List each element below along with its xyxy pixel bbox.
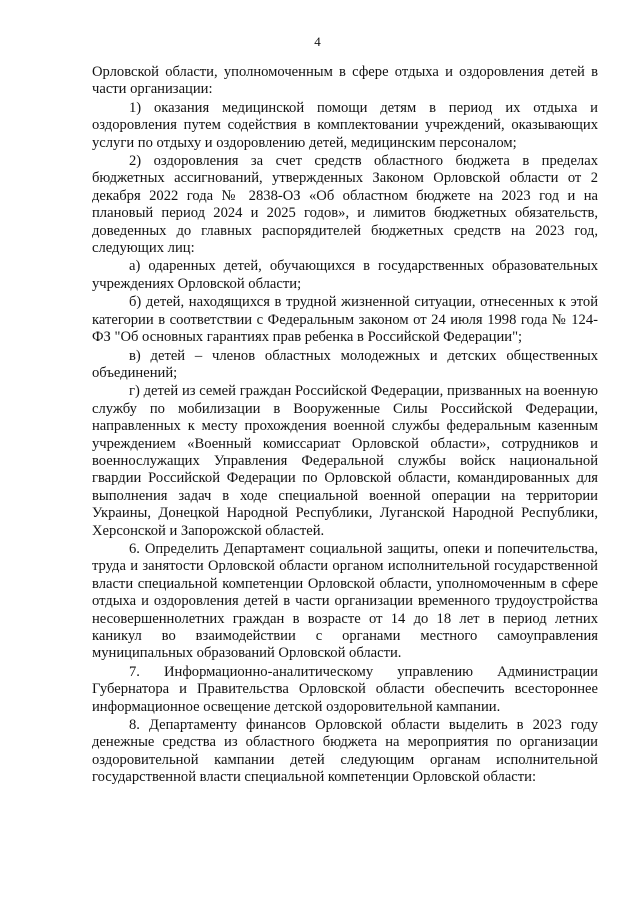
paragraph-sub-a: а) одаренных детей, обучающихся в государственных образовательных учреждениях Орловской области; — [92, 258, 598, 292]
page-number: 4 — [314, 34, 321, 49]
paragraph-clause-6: 6. Определить Департамент социальной защиты, опеки и попечительства, труда и занятости Орловской области органом исполнительной государственной власти специальной компетенции Орловской области, уполномоченным в сфере отдыха и оздоровления детей в части организации временного трудоустройства несовершеннолетних граждан в возрасте от 14 до 18 лет в период летних каникул во взаимодействии с органами местного самоуправления муниципальных образований Орловской области. — [92, 540, 598, 662]
paragraph-sub-v: в) детей – членов областных молодежных и детских общественных объединений; — [92, 347, 598, 381]
document-body — [92, 64, 598, 787]
paragraph-sub-b: б) детей, находящихся в трудной жизненной ситуации, отнесенных к этой категории в соответствии с Федеральным законом от 24 июля 1998 года № 124-ФЗ "Об основных гарантиях прав ребенка в Российской Федерации"; — [92, 294, 598, 346]
paragraph-intro: Орловской области, уполномоченным в сфере отдыха и оздоровления детей в части организации: — [92, 64, 598, 98]
paragraph-clause-7: 7. Информационно-аналитическому управлению Администрации Губернатора и Правительства Орловской области обеспечить всестороннее информационное освещение детской оздоровительной кампании. — [92, 663, 598, 715]
paragraph-item-2: 2) оздоровления за счет средств областного бюджета в пределах бюджетных ассигнований, утвержденных Законом Орловской области от 2 декабря 2022 года № 2838-ОЗ «Об областном бюджете на 2023 год и на плановый период 2024 и 2025 годов», и лимитов бюджетных обязательств, доведенных до главных распорядителей бюджетных средств на 2023 год, следующих лиц: — [92, 153, 598, 257]
paragraph-item-1: 1) оказания медицинской помощи детям в период их отдыха и оздоровления путем содействия в комплектовании учреждений, оказывающих услуги по отдыху и оздоровлению детей, медицинским персоналом; — [92, 99, 598, 151]
paragraph-sub-g: г) детей из семей граждан Российской Федерации, призванных на военную службу по мобилизации в Вооруженные Силы Российской Федерации, направленных к месту прохождения военной службы федеральным казенным учреждением «Военный комиссариат Орловской области», сотрудников и военнослужащих Управления Федеральной службы войск национальной гвардии Российской Федерации по Орловской области, командированных для выполнения задач в ходе специальной военной операции на территории Украины, Донецкой Народной Республики, Луганской Народной Республики, Херсонской и Запорожской областей. — [92, 383, 598, 539]
paragraph-clause-8: 8. Департаменту финансов Орловской области выделить в 2023 году денежные средства из областного бюджета на мероприятия по организации оздоровительной кампании детей следующим органам исполнительной государственной власти специальной компетенции Орловской области: — [92, 717, 598, 786]
